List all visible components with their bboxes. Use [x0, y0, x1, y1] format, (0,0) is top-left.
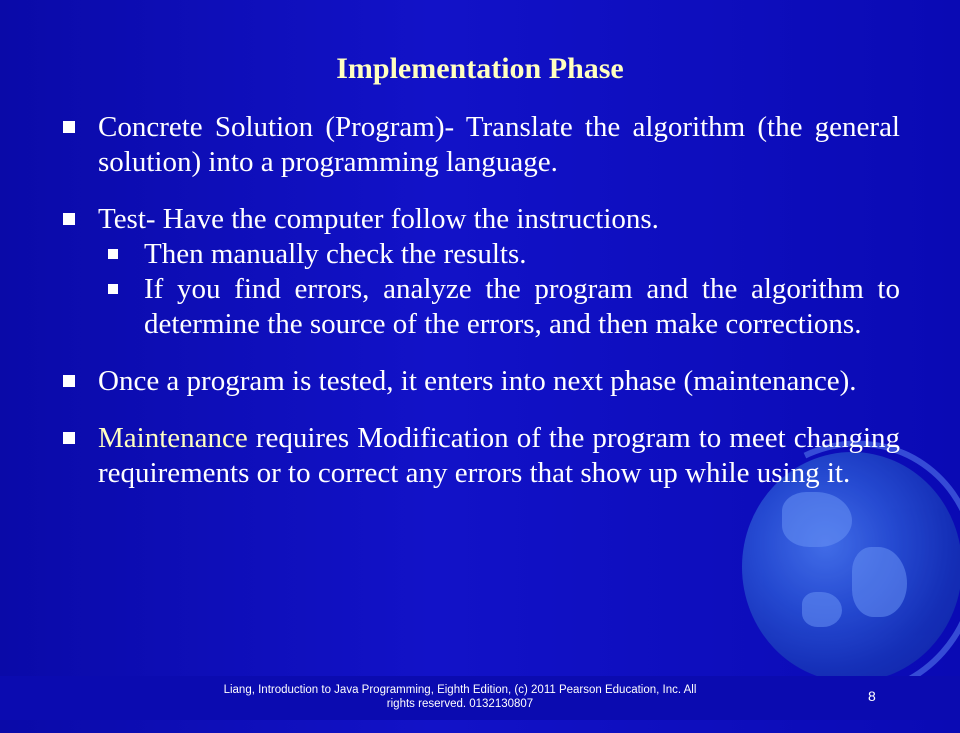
- footer-line-1: Liang, Introduction to Java Programming, Eighth Edition, (c) 2011 Pearson Education, Inc. All: [223, 684, 697, 696]
- sub-bullet-text: Then manually check the results.: [144, 238, 527, 270]
- sub-bullet-item: [108, 237, 900, 272]
- slide-content: [58, 110, 900, 513]
- page-number: 8: [868, 688, 876, 704]
- highlighted-term: Maintenance: [98, 422, 248, 454]
- slide-title: Implementation Phase: [336, 52, 624, 85]
- square-bullet-icon: [108, 284, 118, 294]
- sub-bullet-text: If you find errors, analyze the program and the algorithm to determine the source of the errors, and then make corrections.: [144, 273, 900, 340]
- bullet-text-rest: requires Modification of the program to meet changing requirements or to correct any errors that show up while using it.: [98, 422, 900, 489]
- bullet-item: [58, 364, 900, 399]
- bullet-item: [58, 110, 900, 180]
- globe-continent: [802, 592, 842, 627]
- square-bullet-icon: [63, 432, 75, 444]
- bullet-text: Concrete Solution (Program)- Translate the algorithm (the general solution) into a programming language.: [98, 111, 900, 178]
- square-bullet-icon: [108, 249, 118, 259]
- bullet-text: [98, 421, 900, 491]
- footer-line-2: rights reserved. 0132130807: [386, 698, 534, 710]
- square-bullet-icon: [63, 375, 75, 387]
- bullet-item: [58, 421, 900, 491]
- bullet-text: Test- Have the computer follow the instructions.: [98, 203, 659, 235]
- square-bullet-icon: [63, 121, 75, 133]
- sub-bullet-list: [58, 237, 900, 342]
- bullet-text: Once a program is tested, it enters into next phase (maintenance).: [98, 365, 857, 397]
- bullet-item: [58, 202, 900, 237]
- sub-bullet-item: [108, 272, 900, 342]
- footer-copyright: [140, 683, 780, 711]
- square-bullet-icon: [63, 213, 75, 225]
- globe-continent: [852, 547, 907, 617]
